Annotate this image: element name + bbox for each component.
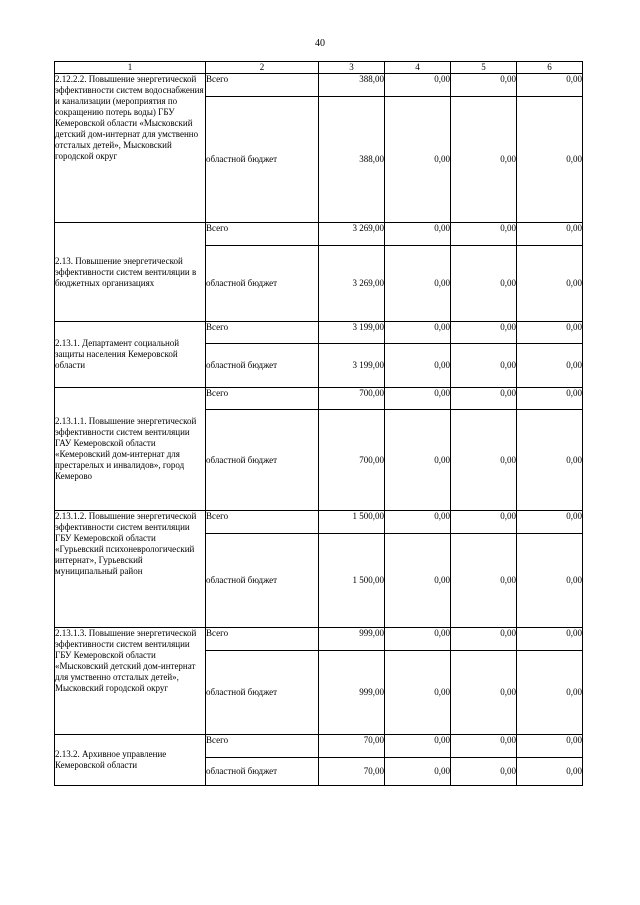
value-cell: 3 269,00 xyxy=(319,223,385,246)
funding-kind: Всего xyxy=(206,322,319,344)
value-cell: 0,00 xyxy=(385,735,451,758)
table-row xyxy=(55,735,583,758)
value-cell: 0,00 xyxy=(517,223,583,246)
value-cell: 0,00 xyxy=(517,246,583,322)
value-cell: 700,00 xyxy=(319,410,385,511)
value-cell: 0,00 xyxy=(517,628,583,651)
value-cell: 388,00 xyxy=(319,97,385,223)
value-cell: 0,00 xyxy=(385,410,451,511)
value-cell: 0,00 xyxy=(451,511,517,534)
value-cell: 0,00 xyxy=(451,651,517,735)
value-cell: 1 500,00 xyxy=(319,534,385,628)
value-cell: 0,00 xyxy=(451,534,517,628)
table-row xyxy=(55,223,583,246)
funding-kind: областной бюджет xyxy=(206,651,319,735)
funding-kind: Всего xyxy=(206,628,319,651)
value-cell: 0,00 xyxy=(451,223,517,246)
item-name: 2.13.1.3. Повышение энергетической эффективности систем вентиляции ГБУ Кемеровской области «Мысковский детский дом-интернат для умственно отсталых детей», Мысковский городской округ xyxy=(55,628,206,735)
funding-kind: Всего xyxy=(206,511,319,534)
value-cell: 999,00 xyxy=(319,628,385,651)
value-cell: 0,00 xyxy=(517,344,583,388)
item-name: 2.13.1.1. Повышение энергетической эффективности систем вентиляции ГАУ Кемеровской области «Кемеровский дом-интернат для престарелых и инвалидов», город Кемерово xyxy=(55,388,206,511)
value-cell: 0,00 xyxy=(385,246,451,322)
table-header-row xyxy=(55,62,583,74)
value-cell: 0,00 xyxy=(385,534,451,628)
value-cell: 0,00 xyxy=(451,344,517,388)
value-cell: 0,00 xyxy=(451,388,517,410)
funding-kind: областной бюджет xyxy=(206,344,319,388)
value-cell: 0,00 xyxy=(517,322,583,344)
value-cell: 0,00 xyxy=(517,758,583,786)
table-row xyxy=(55,74,583,97)
table-row xyxy=(55,511,583,534)
item-name: 2.12.2.2. Повышение энергетической эффективности систем водоснабжения и канализации (мероприятия по сокращению потерь воды) ГБУ Кемеровской области «Мысковский детский дом-интернат для умственно отсталых детей», Мысковский городской округ xyxy=(55,74,206,223)
budget-table xyxy=(54,61,583,786)
funding-kind: областной бюджет xyxy=(206,246,319,322)
value-cell: 0,00 xyxy=(451,735,517,758)
value-cell: 0,00 xyxy=(451,74,517,97)
value-cell: 0,00 xyxy=(517,410,583,511)
table-row xyxy=(55,388,583,410)
value-cell: 3 199,00 xyxy=(319,344,385,388)
value-cell: 0,00 xyxy=(517,511,583,534)
value-cell: 70,00 xyxy=(319,758,385,786)
value-cell: 0,00 xyxy=(517,97,583,223)
value-cell: 70,00 xyxy=(319,735,385,758)
funding-kind: Всего xyxy=(206,223,319,246)
table-row xyxy=(55,322,583,344)
funding-kind: областной бюджет xyxy=(206,758,319,786)
value-cell: 0,00 xyxy=(385,758,451,786)
value-cell: 0,00 xyxy=(451,758,517,786)
value-cell: 388,00 xyxy=(319,74,385,97)
value-cell: 3 269,00 xyxy=(319,246,385,322)
value-cell: 0,00 xyxy=(517,735,583,758)
column-header: 4 xyxy=(385,62,451,74)
page-number: 40 xyxy=(315,38,325,49)
item-name: 2.13.1.2. Повышение энергетической эффективности систем вентиляции ГБУ Кемеровской области «Гурьевский психоневрологический интернат», Гурьевский муниципальный район xyxy=(55,511,206,628)
column-header: 2 xyxy=(206,62,319,74)
column-header: 6 xyxy=(517,62,583,74)
value-cell: 0,00 xyxy=(385,322,451,344)
value-cell: 700,00 xyxy=(319,388,385,410)
funding-kind: Всего xyxy=(206,74,319,97)
value-cell: 3 199,00 xyxy=(319,322,385,344)
funding-kind: Всего xyxy=(206,735,319,758)
value-cell: 0,00 xyxy=(451,628,517,651)
value-cell: 0,00 xyxy=(385,97,451,223)
value-cell: 0,00 xyxy=(451,246,517,322)
value-cell: 1 500,00 xyxy=(319,511,385,534)
value-cell: 0,00 xyxy=(385,511,451,534)
value-cell: 0,00 xyxy=(517,388,583,410)
funding-kind: областной бюджет xyxy=(206,97,319,223)
item-name: 2.13. Повышение энергетической эффективности систем вентиляции в бюджетных организациях xyxy=(55,223,206,322)
value-cell: 0,00 xyxy=(385,628,451,651)
value-cell: 0,00 xyxy=(517,651,583,735)
funding-kind: Всего xyxy=(206,388,319,410)
value-cell: 0,00 xyxy=(451,410,517,511)
column-header: 3 xyxy=(319,62,385,74)
value-cell: 0,00 xyxy=(385,223,451,246)
item-name: 2.13.2. Архивное управление Кемеровской области xyxy=(55,735,206,786)
value-cell: 0,00 xyxy=(517,74,583,97)
table-row xyxy=(55,628,583,651)
value-cell: 0,00 xyxy=(385,74,451,97)
value-cell: 0,00 xyxy=(451,97,517,223)
value-cell: 0,00 xyxy=(451,322,517,344)
value-cell: 0,00 xyxy=(385,651,451,735)
column-header: 5 xyxy=(451,62,517,74)
funding-kind: областной бюджет xyxy=(206,534,319,628)
value-cell: 0,00 xyxy=(385,344,451,388)
column-header: 1 xyxy=(55,62,206,74)
value-cell: 0,00 xyxy=(385,388,451,410)
funding-kind: областной бюджет xyxy=(206,410,319,511)
item-name: 2.13.1. Департамент социальной защиты населения Кемеровской области xyxy=(55,322,206,388)
value-cell: 999,00 xyxy=(319,651,385,735)
value-cell: 0,00 xyxy=(517,534,583,628)
